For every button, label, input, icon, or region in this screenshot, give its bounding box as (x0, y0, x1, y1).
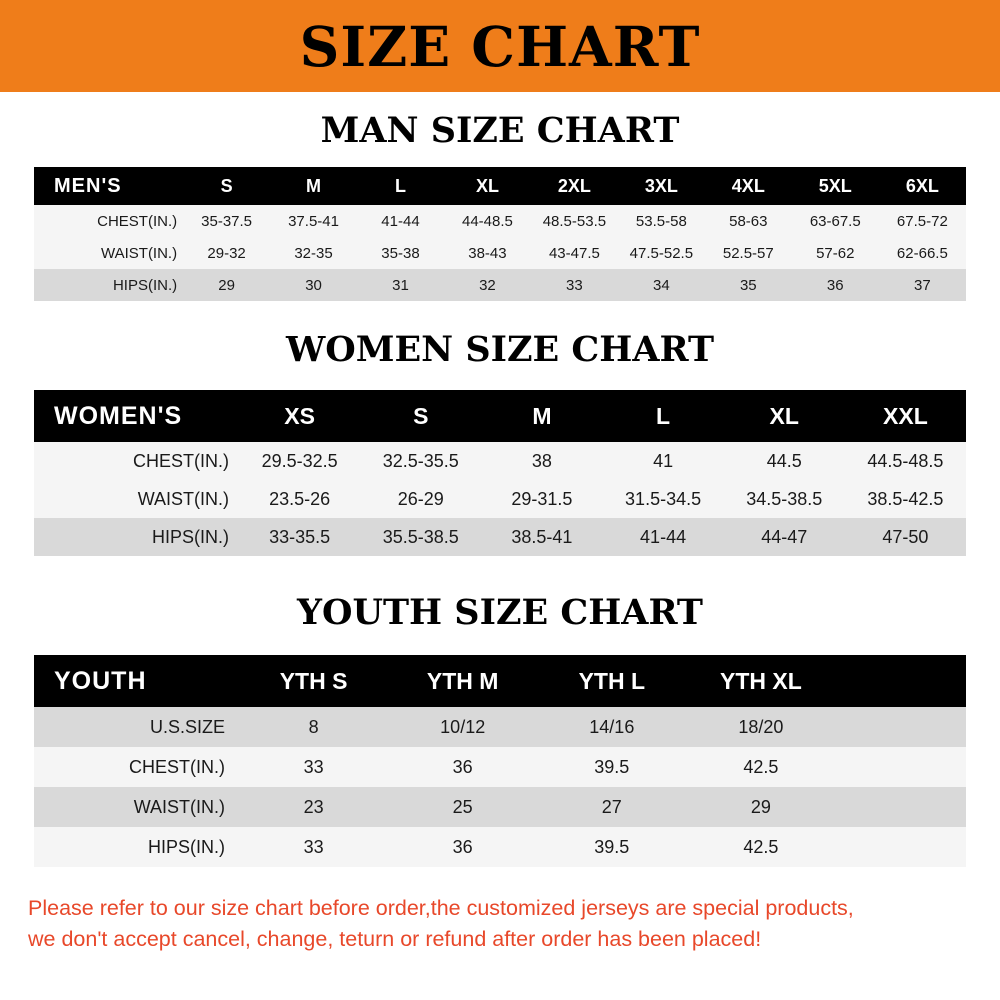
table-cell: 35.5-38.5 (382, 526, 459, 547)
man-header-cell: L (394, 175, 406, 196)
youth-header-cell: YTH L (578, 667, 646, 694)
table-cell: 34.5-38.5 (746, 488, 823, 509)
youth-header-label: YOUTH (54, 666, 147, 695)
footer-note-line-1: Please refer to our size chart before order,the customized jerseys are special products, (28, 896, 854, 920)
man-header-cell: 6XL (905, 175, 939, 196)
man-table-wrapper (34, 167, 966, 301)
table-cell: 38 (531, 450, 552, 471)
table-cell: 29 (218, 276, 235, 294)
table-cell: 47.5-52.5 (629, 244, 694, 262)
page-title: SIZE CHART (299, 13, 701, 79)
table-row (34, 707, 966, 747)
table-cell: 33 (303, 836, 324, 857)
women-header-cell: XS (284, 402, 315, 429)
table-row (34, 787, 966, 827)
table-row (34, 747, 966, 787)
table-cell: 31 (392, 276, 409, 294)
table-cell: 62-66.5 (896, 244, 948, 262)
youth-section-title: YOUTH SIZE CHART (297, 592, 703, 633)
row-label: CHEST(IN.) (97, 212, 178, 230)
man-section-title: MAN SIZE CHART (320, 110, 680, 151)
table-cell: 23 (303, 796, 324, 817)
table-row (34, 237, 966, 269)
man-header-cell: S (220, 175, 233, 196)
table-cell: 39.5 (594, 756, 630, 777)
table-cell: 29.5-32.5 (261, 450, 338, 471)
table-row (34, 518, 966, 556)
table-cell: 52.5-57 (722, 244, 774, 262)
table-cell: 23.5-26 (269, 488, 331, 509)
table-cell-spacer (835, 827, 966, 867)
table-cell: 29 (750, 796, 771, 817)
table-cell: 37.5-41 (288, 212, 339, 230)
table-cell: 8 (308, 716, 319, 737)
table-cell: 35-37.5 (201, 212, 253, 230)
table-cell: 44.5 (766, 450, 802, 471)
table-cell: 18/20 (738, 716, 784, 737)
man-header-cell: 2XL (557, 175, 591, 196)
table-cell: 33-35.5 (269, 526, 331, 547)
table-cell: 26-29 (397, 488, 444, 509)
table-cell: 41-44 (640, 526, 687, 547)
table-cell-spacer (835, 707, 966, 747)
women-section-title: WOMEN SIZE CHART (285, 329, 715, 370)
youth-table-wrapper (34, 655, 966, 867)
row-label: HIPS(IN.) (148, 836, 226, 857)
man-size-table (34, 167, 966, 301)
women-header-cell: XL (769, 402, 799, 429)
table-cell: 41 (653, 450, 674, 471)
man-header-cell: 5XL (818, 175, 852, 196)
table-cell: 32-35 (294, 244, 333, 262)
page-banner (0, 0, 1000, 92)
table-cell: 10/12 (440, 716, 486, 737)
table-cell: 53.5-58 (635, 212, 687, 230)
women-header-label: WOMEN'S (54, 401, 183, 430)
table-cell: 44-47 (761, 526, 808, 547)
table-cell: 27 (601, 796, 622, 817)
man-header-row (34, 167, 966, 205)
women-header-cell: XXL (883, 402, 928, 429)
table-cell-spacer (835, 747, 966, 787)
table-cell: 38-43 (468, 244, 507, 262)
table-cell: 43-47.5 (548, 244, 600, 262)
table-cell: 29-32 (207, 244, 246, 262)
table-cell: 36 (826, 276, 844, 294)
row-label: WAIST(IN.) (137, 488, 230, 509)
table-cell: 42.5 (743, 836, 779, 857)
table-cell: 33 (303, 756, 324, 777)
table-row (34, 269, 966, 301)
table-cell: 37 (914, 276, 931, 294)
women-header-cell: L (656, 402, 671, 429)
women-header-row (34, 390, 966, 442)
table-cell: 39.5 (594, 836, 630, 857)
table-cell: 44.5-48.5 (867, 450, 944, 471)
table-cell: 35 (739, 276, 757, 294)
table-cell: 25 (452, 796, 473, 817)
youth-header-cell: YTH XL (720, 667, 802, 694)
row-label: U.S.SIZE (150, 716, 226, 737)
table-cell: 31.5-34.5 (625, 488, 702, 509)
table-cell: 58-63 (729, 212, 768, 230)
footer-note (28, 893, 972, 954)
table-cell: 38.5-41 (511, 526, 573, 547)
man-header-cell: 3XL (644, 175, 678, 196)
women-table-wrapper (34, 390, 966, 556)
table-cell: 14/16 (589, 716, 635, 737)
table-cell: 41-44 (381, 212, 420, 230)
table-cell: 32.5-35.5 (382, 450, 459, 471)
table-row (34, 827, 966, 867)
table-cell: 67.5-72 (896, 212, 948, 230)
footer-note-line-2: we don't accept cancel, change, teturn or refund after order has been placed! (28, 926, 762, 951)
table-cell: 29-31.5 (511, 488, 573, 509)
table-cell: 42.5 (743, 756, 779, 777)
row-label: CHEST(IN.) (129, 756, 226, 777)
table-cell: 35-38 (381, 244, 420, 262)
youth-size-table (34, 655, 966, 867)
women-header-cell: M (532, 402, 552, 429)
table-cell: 32 (479, 276, 496, 294)
table-cell: 38.5-42.5 (867, 488, 944, 509)
man-header-cell: 4XL (731, 175, 765, 196)
youth-header-spacer (835, 655, 966, 707)
row-label: HIPS(IN.) (112, 276, 178, 294)
youth-header-row (34, 655, 966, 707)
row-label: HIPS(IN.) (152, 526, 230, 547)
man-header-label: MEN'S (54, 174, 122, 197)
man-header-cell: M (306, 175, 322, 196)
table-cell: 57-62 (816, 244, 855, 262)
table-row (34, 205, 966, 237)
row-label: WAIST(IN.) (133, 796, 226, 817)
table-cell: 36 (452, 756, 473, 777)
row-label: CHEST(IN.) (133, 450, 230, 471)
youth-header-cell: YTH M (426, 667, 499, 694)
table-cell-spacer (835, 787, 966, 827)
women-header-cell: S (413, 402, 429, 429)
table-cell: 47-50 (882, 526, 929, 547)
table-row (34, 442, 966, 480)
table-cell: 44-48.5 (462, 212, 513, 230)
table-cell: 33 (566, 276, 583, 294)
table-cell: 48.5-53.5 (542, 212, 607, 230)
women-size-table (34, 390, 966, 556)
table-row (34, 480, 966, 518)
table-cell: 36 (452, 836, 473, 857)
man-header-cell: XL (475, 175, 499, 196)
youth-header-cell: YTH S (279, 667, 348, 694)
table-cell: 34 (653, 276, 670, 294)
table-cell: 63-67.5 (809, 212, 861, 230)
table-cell: 30 (305, 276, 322, 294)
row-label: WAIST(IN.) (101, 244, 178, 262)
